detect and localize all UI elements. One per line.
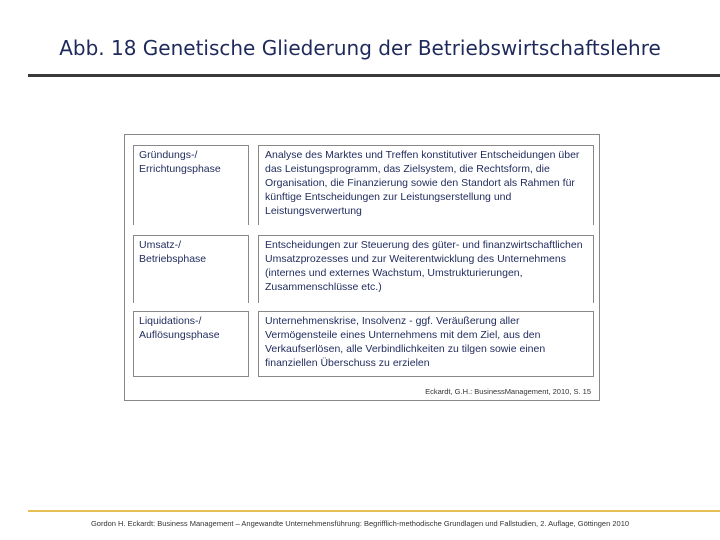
footer-citation: Gordon H. Eckardt: Business Management – Angewandte Unternehmensführung: Begrifflich-methodische Grundlagen und Fallstudien, 2. Auflage, Göttingen 2010 [90, 519, 630, 528]
footer-divider [28, 510, 720, 512]
phase-description: Unternehmenskrise, Insolvenz - ggf. Veräußerung aller Vermögensteile eines Unternehmens mit dem Ziel, aus den Verkaufserlösen, alle Verbindlichkeiten zu tilgen sowie einen finanziellen Überschuss zu erzielen [258, 311, 594, 377]
figure-source: Eckardt, G.H.: BusinessManagement, 2010, S. 15 [425, 387, 591, 396]
phase-figure [124, 134, 600, 401]
phase-label: Umsatz-/ Betriebsphase [133, 235, 249, 303]
phase-description: Entscheidungen zur Steuerung des güter- und finanzwirtschaftlichen Umsatzprozesses und zur Weiterentwicklung des Unternehmens (internes und externes Wachstum, Umstrukturierungen, Zusammenschlüsse etc.) [258, 235, 594, 303]
title-divider [28, 74, 720, 77]
phase-row-operation [133, 235, 593, 303]
slide-title: Abb. 18 Genetische Gliederung der Betriebswirtschaftslehre [59, 36, 661, 60]
phase-row-founding [133, 145, 593, 225]
phase-label: Liquidations-/ Auflösungsphase [133, 311, 249, 377]
phase-label: Gründungs-/ Errichtungsphase [133, 145, 249, 225]
phase-description: Analyse des Marktes und Treffen konstitutiver Entscheidungen über das Leistungsprogramm, das Zielsystem, die Rechtsform, die Organisation, die Finanzierung sowie den Standort als Rahmen für künftige Entscheidungen zur Leistungserstellung und Leistungsverwertung [258, 145, 594, 225]
phase-row-liquidation [133, 311, 593, 377]
